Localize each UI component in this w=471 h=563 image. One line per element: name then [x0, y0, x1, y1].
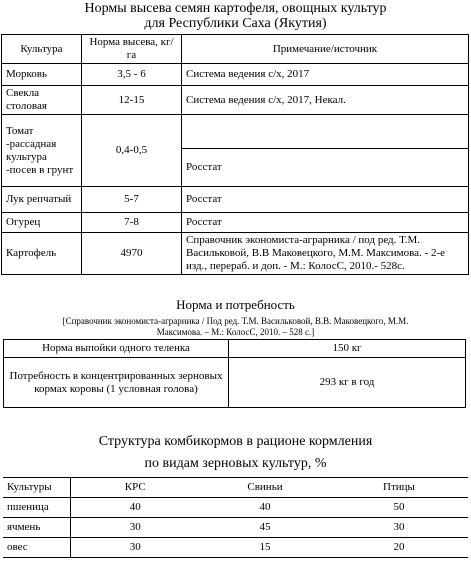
header-poultry: Птицы [330, 478, 468, 498]
header-crop: Культура [2, 35, 82, 64]
note-cell: Справочник экономиста-аграрника / под ред. Т.М. Васильковой, В.В Маковецкого, М.М. Максимова. - 2-е изд., перераб. и доп. - М.: КолосС, 2010.- 528с. [182, 233, 469, 275]
table1-title-line1: Нормы высева семян картофеля, овощных культур [84, 1, 387, 16]
crop-cell: Томат -рассадная культура -посев в грунт [2, 115, 82, 187]
crop-cell: ячмень [3, 518, 70, 538]
value-cell: 45 [200, 518, 330, 538]
crop-cell: Свекла столовая [2, 86, 82, 115]
value-cell: 50 [330, 498, 468, 518]
table2-title: Норма и потребность [176, 297, 295, 312]
table2-source-line1: [Справочник экономиста-аграрника / Под ред. Т.М. Васильковой, В.В. Маковецкого, М.М. [62, 316, 409, 326]
table-row [2, 213, 469, 233]
rate-cell: 12-15 [82, 86, 182, 115]
value-cell: 40 [70, 498, 200, 518]
header-pigs: Свиньи [200, 478, 330, 498]
value-cell: 30 [330, 518, 468, 538]
crop-cell: Огурец [2, 213, 82, 233]
header-crops: Культуры [3, 478, 70, 498]
value-cell: 20 [330, 538, 468, 558]
value-cell: 40 [200, 498, 330, 518]
note-cell: Росстат [182, 187, 469, 213]
table-row [2, 86, 469, 115]
table-row [3, 498, 468, 518]
norm-value: 293 кг в год [229, 358, 466, 408]
value-cell: 30 [70, 518, 200, 538]
rate-cell: 7-8 [82, 213, 182, 233]
table-row [3, 518, 468, 538]
table-row [2, 115, 469, 149]
table3-title-line1: Структура комбикормов в рационе кормления [98, 434, 373, 449]
value-cell: 15 [200, 538, 330, 558]
rate-cell: 4970 [82, 233, 182, 275]
norm-value: 150 кг [229, 340, 466, 358]
table1-title-line2: для Республики Саха (Якутия) [144, 16, 327, 31]
table-row [4, 358, 466, 408]
rate-cell: 5-7 [82, 187, 182, 213]
norm-label: Потребность в концентрированных зерновых кормах коровы (1 условная голова) [4, 358, 229, 408]
table2-source-line2: Максимова. – М.: КолосС, 2010. – 528 с.] [156, 327, 315, 337]
table-row [2, 233, 469, 275]
table-row [3, 538, 468, 558]
crop-cell: Картофель [2, 233, 82, 275]
header-cattle: КРС [70, 478, 200, 498]
seeding-rate-table [1, 34, 469, 275]
feed-structure-table [3, 477, 468, 558]
norm-table [3, 339, 466, 408]
crop-cell: пшеница [3, 498, 70, 518]
note-cell: Росстат [182, 149, 469, 187]
note-cell: Система ведения с/х, 2017 [182, 64, 469, 86]
rate-cell: 3,5 - 6 [82, 64, 182, 86]
table-row [4, 340, 466, 358]
note-cell: Росстат [182, 213, 469, 233]
rate-cell: 0,4-0,5 [82, 115, 182, 187]
crop-cell: овес [3, 538, 70, 558]
note-cell [182, 115, 469, 149]
table-row [2, 64, 469, 86]
value-cell: 30 [70, 538, 200, 558]
crop-cell: Морковь [2, 64, 82, 86]
note-cell: Система ведения с/х, 2017, Некал. [182, 86, 469, 115]
header-note: Примечание/источник [182, 35, 469, 64]
table3-title-line2: по видам зерновых культур, % [144, 456, 327, 471]
crop-cell: Лук репчатый [2, 187, 82, 213]
table-row [2, 187, 469, 213]
header-rate: Норма высева, кг/га [82, 35, 182, 64]
norm-label: Норма выпойки одного теленка [4, 340, 229, 358]
